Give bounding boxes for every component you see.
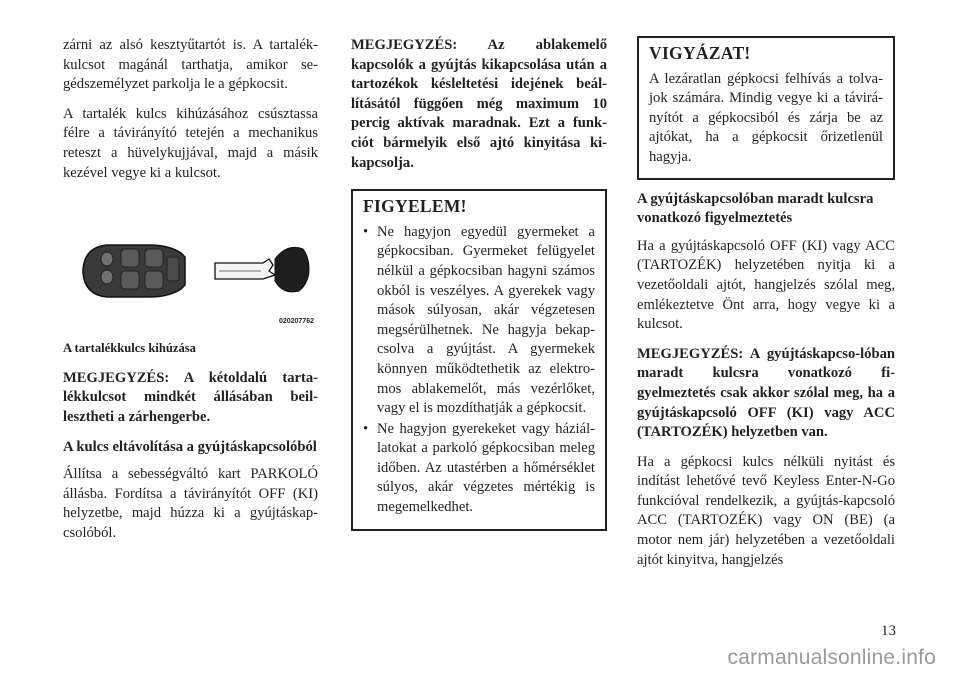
paragraph: Állítsa a sebességváltó kart PARKOLÓ állásba. Fordítsa a távirányítót OFF (KI) helyzetbe, majd húzza ki a gyújtáskap-csolóból. bbox=[63, 466, 318, 541]
watermark: carmanualsonline.info bbox=[727, 646, 936, 669]
key-fob-figure bbox=[63, 239, 318, 333]
note: MEGJEGYZÉS: Az ablakemelő kapcsolók a gyújtás kikapcsolása után a tartozékok késleltetési idejének beál-lításától függően még maximum 10 percig aktívak maradnak. Ezt a funk-ciót bármelyik első ajtó kinyitása ki-kapcsolja. bbox=[351, 37, 607, 171]
caution-text: A lezáratlan gépkocsi felhívás a tolva-jok számára. Mindig vegye ki a távirá-nyítót a gépkocsiból és zárja be az ajtókat, ha a gépkocsit őrizetlenül hagyja. bbox=[649, 70, 883, 165]
warning-list-item: • Ne hagyjon egyedül gyermeket a gépkocsiban. Gyermeket felügyelet nélkül a gépkocsiban hagyni számos okból is veszélyes. A gyerekek vagy mások súlyosan, akár végzetesen megsérülhetnek. Ne hagyja bekap-csolva a gyújtást. A gyermekek könnyen működtethetik az elektro-mos ablakemelőt, más vezérlőket, vagy el is mozdíthatják a gépkocsit. bbox=[363, 223, 595, 419]
column-right bbox=[637, 36, 895, 580]
section-heading: A gyújtáskapcsolóban maradt kulcsra vonatkozó figyelmeztetés bbox=[637, 190, 874, 227]
figure-caption: A tartalékkulcs kihúzása bbox=[63, 341, 196, 356]
column-middle bbox=[351, 36, 607, 531]
warning-list bbox=[363, 223, 595, 518]
figure-code: 020207762 bbox=[278, 317, 314, 325]
warning-list-item: • Ne hagyjon gyerekeket vagy háziál-latokat a parkoló gépkocsiban meleg időben. Az utastérben a hőmérséklet súlyos, akár végzetes mértékig is megemelkedhet. bbox=[363, 420, 595, 518]
warning-box bbox=[351, 189, 607, 531]
paragraph: zárni az alsó kesztyűtartót is. A tartalék-kulcsot magánál tarthatja, amikor se-gédszemélyzet parkolja le a gépkocsit. bbox=[63, 37, 318, 93]
caution-box-title: VIGYÁZAT! bbox=[649, 43, 751, 63]
paragraph: Ha a gyújtáskapcsoló OFF (KI) vagy ACC (TARTOZÉK) helyzetében nyitja ki a vezetőoldali ajtót, hangjelzés szólal meg, emlékeztetve Önt arra, hogy vegye ki a kulcsot. bbox=[637, 237, 895, 333]
page-number: 13 bbox=[881, 623, 896, 639]
caution-box bbox=[637, 36, 895, 180]
column-left bbox=[63, 36, 318, 554]
note: MEGJEGYZÉS: A gyújtáskapcso-lóban maradt kulcsra vonatkozó fi-gyelmeztetés csak akkor szólal meg, ha a gyújtáskapcsoló OFF (KI) vagy ACC (TARTOZÉK) helyzetben van. bbox=[637, 345, 895, 441]
paragraph: Ha a gépkocsi kulcs nélküli nyitást és indítást lehetővé tevő Keyless Enter-N-Go funkcióval rendelkezik, a gyújtás-kapcsoló ACC (TARTOZÉK) vagy ON (BE) (a motor nem jár) helyzetében a vezetőoldali ajtót kinyitva, hangjelzés bbox=[637, 453, 895, 568]
section-heading: A kulcs eltávolítása a gyújtáskapcsolóból bbox=[63, 438, 317, 455]
warning-box-title: FIGYELEM! bbox=[363, 196, 467, 217]
note: MEGJEGYZÉS: A kétoldalú tarta-lékkulcsot mindkét állásában beil-lesztheti a zárhengerbe. bbox=[63, 369, 318, 425]
paragraph: A tartalék kulcs kihúzásához csúsztassa félre a távirányító tetején a mechanikus reteszt a hüvelykujjával, majd a másik kezével vegye ki a kulcsot. bbox=[63, 105, 318, 181]
